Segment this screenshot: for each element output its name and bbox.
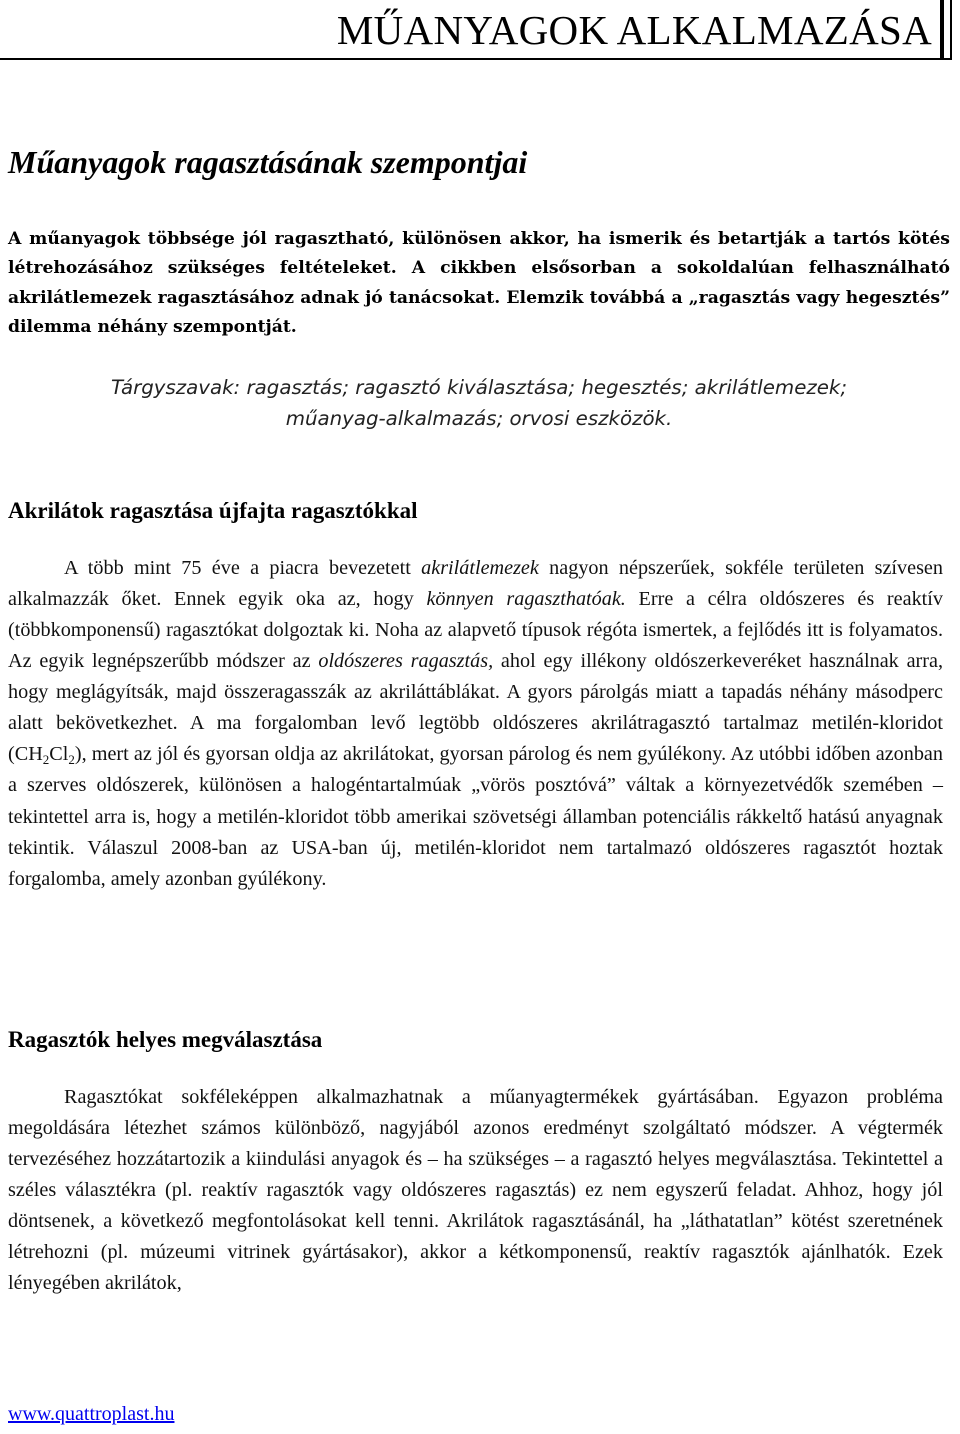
section-heading-acrylates: Akrilátok ragasztása újfajta ragasztókkal [8, 498, 418, 523]
section-body-selection: Ragasztókat sokféleképpen alkalmazhatnak a műanyagtermékek gyártásában. Egyazon probléma megoldására létezhet számos különböző, nagyjából azonos eredményt szolgáltató módszer. A végtermék tervezéséhez hozzátartozik a kiindulási anyagok és – ha szükséges – a ragasztó helyes megválasztása. Tekintettel a széles választékra (pl. reaktív ragasztók vagy oldószeres ragasztás) ez nem egyszerű feladat. Ahhoz, hogy jól döntsenek, a következő megfontolásokat kell tenni. Akrilátok ragasztásánál, ha „láthatatlan” kötést szeretnének létrehozni (pl. múzeumi vitrinek gyártásakor), akkor a kétkomponensű, reaktív ragasztók ajánlhatók. Ezek lényegében akrilátok, [8, 1086, 943, 1295]
header-title: MŰANYAGOK ALKALMAZÁSA [336, 7, 932, 53]
header-rule [0, 58, 952, 60]
article-abstract: A műanyagok többsége jól ragasztható, különösen akkor, ha ismerik és betartják a tartós kötés létrehozásához szükséges feltételeket. A cikkben elsősorban a sokoldalúan felhasználható akrilátlemezek ragasztásához adnak jó tanácsokat. Elemzik továbbá a „ragasztás vagy hegesztés” dilemma néhány szempontját. [8, 229, 950, 337]
section-heading-selection: Ragasztók helyes megválasztása [8, 1027, 323, 1052]
article-title: Műanyagok ragasztásának szempontjai [8, 144, 528, 180]
italic-term: akrilátlemezek [421, 557, 539, 579]
text-run: nagyon népszerűek, sokféle területen szívesen alkalmazzák őket. Ennek egyik oka az, hogy [8, 557, 943, 611]
keywords [8, 372, 950, 434]
text-run: ), mert az jól és gyorsan oldja az akrilátokat, gyorsan párolog és nem gyúlékony. Az utóbbi időben azonban a szerves oldószerek, különösen a halogéntartalmúak „vörös posztóvá” váltak a környezetvédők szemében – tekintettel arra is, hogy a metilén-kloridot több amerikai szövetségi államban potenciális rákkeltő hatású anyagnak tekintik. Válaszul 2008-ban az USA-ban új, metilén-kloridot nem tartalmazó oldószeres ragasztót hoztak forgalomba, amely azonban gyúlékony. [8, 743, 943, 890]
text-run: Cl [49, 743, 69, 766]
text-run: Erre a célra oldószeres és reaktív (többkomponensű) ragasztókat dolgoztak ki. Noha az alapvető típusok régóta ismertek, a fejlődés itt is folyamatos. Az egyik legnépszerűbb módszer az [8, 588, 943, 673]
text-run: ahol egy illékony oldószerkeveréket használnak arra, hogy meglágyítsák, majd összeragasszák az akriláttáblákat. A gyors párolgás miatt a tapadás néhány másodperc alatt bekövetkezhet. A ma forgalomban levő legtöbb oldószeres akrilátragasztó tartalmaz metilén-kloridot (CH [8, 650, 943, 766]
italic-term: könnyen ragaszthatóak. [426, 588, 626, 611]
page-header [0, 0, 960, 62]
italic-term: oldószeres ragasztás, [318, 650, 494, 673]
section-body-acrylates [8, 553, 943, 895]
header-decoration [940, 0, 952, 58]
text-run: A több mint 75 éve a piacra bevezetett [64, 557, 422, 579]
keywords-line-2: műanyag-alkalmazás; orvosi eszközök. [285, 407, 673, 430]
subscript: 2 [68, 752, 75, 768]
keywords-line-1: Tárgyszavak: ragasztás; ragasztó kiválasztása; hegesztés; akrilátlemezek; [110, 376, 848, 399]
subscript: 2 [42, 752, 50, 768]
footer-website-link[interactable]: www.quattroplast.hu [8, 1403, 175, 1425]
